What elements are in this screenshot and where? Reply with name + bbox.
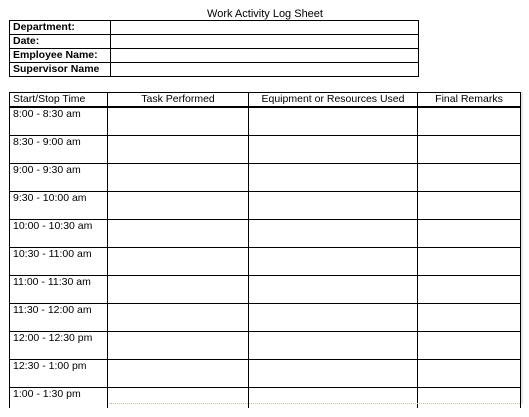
employee-name-field[interactable]	[111, 49, 419, 63]
page-break-line	[110, 403, 520, 404]
log-row	[10, 388, 521, 409]
activity-log-table	[9, 92, 521, 408]
log-row	[10, 276, 521, 304]
task-cell[interactable]	[108, 360, 249, 388]
equipment-cell[interactable]	[249, 220, 418, 248]
log-row	[10, 248, 521, 276]
task-cell[interactable]	[108, 276, 249, 304]
time-slot: 9:30 - 10:00 am	[10, 192, 108, 220]
remarks-cell[interactable]	[418, 276, 521, 304]
equipment-cell[interactable]	[249, 388, 418, 409]
log-header-row	[10, 93, 521, 108]
remarks-cell[interactable]	[418, 388, 521, 409]
header-final-remarks: Final Remarks	[418, 93, 521, 108]
time-slot: 9:00 - 9:30 am	[10, 164, 108, 192]
department-label: Department:	[10, 21, 111, 35]
time-slot: 12:30 - 1:00 pm	[10, 360, 108, 388]
time-slot: 8:00 - 8:30 am	[10, 107, 108, 136]
info-row-supervisor	[10, 63, 419, 77]
remarks-cell[interactable]	[418, 304, 521, 332]
time-slot: 1:00 - 1:30 pm	[10, 388, 108, 409]
task-cell[interactable]	[108, 248, 249, 276]
task-cell[interactable]	[108, 332, 249, 360]
time-slot: 10:00 - 10:30 am	[10, 220, 108, 248]
supervisor-name-label: Supervisor Name	[10, 63, 111, 77]
task-cell[interactable]	[108, 388, 249, 409]
task-cell[interactable]	[108, 192, 249, 220]
equipment-cell[interactable]	[249, 276, 418, 304]
page-edge-shadow	[521, 92, 523, 404]
employee-name-label: Employee Name:	[10, 49, 111, 63]
time-slot: 10:30 - 11:00 am	[10, 248, 108, 276]
log-row	[10, 192, 521, 220]
log-row	[10, 220, 521, 248]
department-field[interactable]	[111, 21, 419, 35]
header-start-stop-time: Start/Stop Time	[10, 93, 108, 108]
remarks-cell[interactable]	[418, 332, 521, 360]
sheet-title: Work Activity Log Sheet	[207, 8, 323, 20]
log-row	[10, 360, 521, 388]
equipment-cell[interactable]	[249, 248, 418, 276]
equipment-cell[interactable]	[249, 136, 418, 164]
header-equipment-used: Equipment or Resources Used	[249, 93, 418, 108]
remarks-cell[interactable]	[418, 136, 521, 164]
task-cell[interactable]	[108, 164, 249, 192]
remarks-cell[interactable]	[418, 360, 521, 388]
log-row	[10, 107, 521, 136]
time-slot: 11:00 - 11:30 am	[10, 276, 108, 304]
date-label: Date:	[10, 35, 111, 49]
remarks-cell[interactable]	[418, 220, 521, 248]
equipment-cell[interactable]	[249, 192, 418, 220]
remarks-cell[interactable]	[418, 192, 521, 220]
info-row-employee	[10, 49, 419, 63]
employee-info-table	[9, 20, 419, 77]
time-slot: 11:30 - 12:00 am	[10, 304, 108, 332]
remarks-cell[interactable]	[418, 107, 521, 136]
equipment-cell[interactable]	[249, 164, 418, 192]
equipment-cell[interactable]	[249, 304, 418, 332]
task-cell[interactable]	[108, 220, 249, 248]
log-row	[10, 304, 521, 332]
task-cell[interactable]	[108, 304, 249, 332]
task-cell[interactable]	[108, 136, 249, 164]
time-slot: 12:00 - 12:30 pm	[10, 332, 108, 360]
task-cell[interactable]	[108, 107, 249, 136]
remarks-cell[interactable]	[418, 248, 521, 276]
equipment-cell[interactable]	[249, 332, 418, 360]
log-row	[10, 332, 521, 360]
equipment-cell[interactable]	[249, 107, 418, 136]
supervisor-name-field[interactable]	[111, 63, 419, 77]
equipment-cell[interactable]	[249, 360, 418, 388]
log-row	[10, 136, 521, 164]
info-row-date	[10, 35, 419, 49]
info-row-department	[10, 21, 419, 35]
log-row	[10, 164, 521, 192]
time-slot: 8:30 - 9:00 am	[10, 136, 108, 164]
header-task-performed: Task Performed	[108, 93, 249, 108]
remarks-cell[interactable]	[418, 164, 521, 192]
date-field[interactable]	[111, 35, 419, 49]
